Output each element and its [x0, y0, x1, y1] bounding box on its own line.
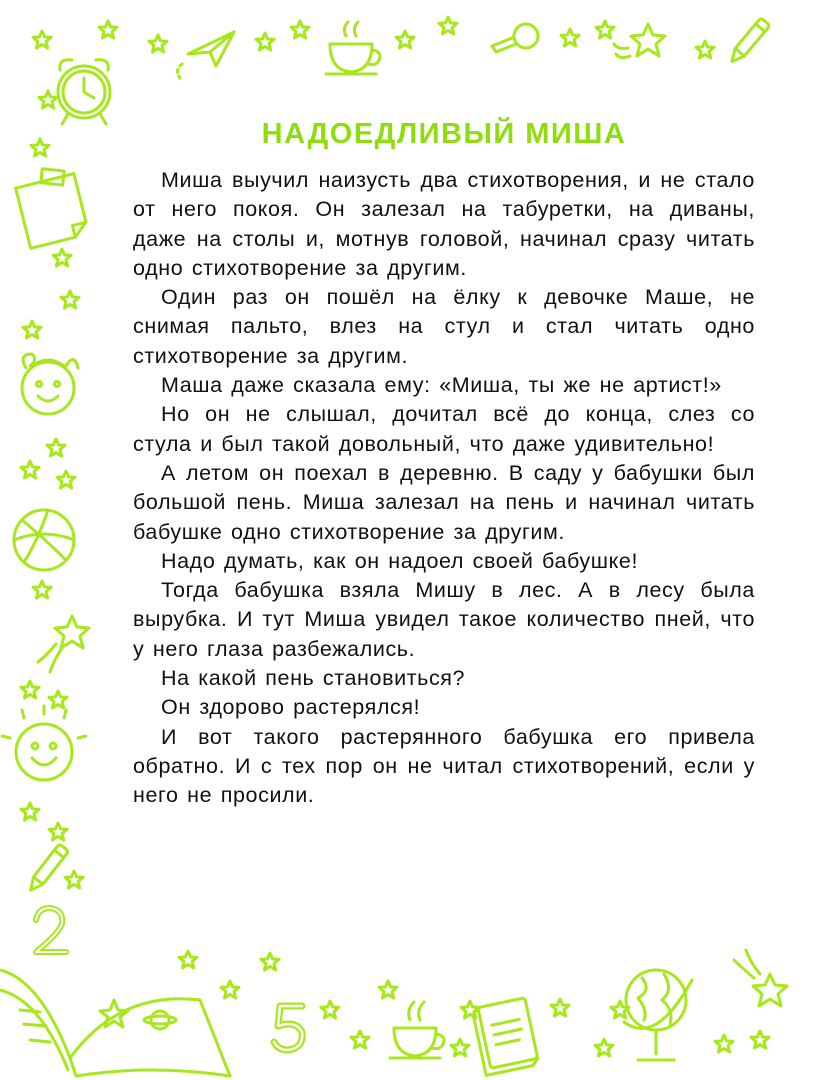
story-paragraph: Надо думать, как он надоел своей бабушке! — [161, 548, 639, 573]
smiley-face-icon — [2, 706, 86, 780]
shooting-star-icon — [614, 24, 665, 58]
story-paragraph: Тогда бабушка взяла Мишу в лес. А в лесу была вырубка. И тут Миша увидел такое количество пней, что у него глаза разбежались. — [133, 578, 755, 661]
number-two-icon — [36, 908, 66, 952]
story-paragraph: Маша даже сказала ему: «Миша, ты же не артист!» — [161, 373, 722, 398]
smiley-girl-icon — [22, 354, 78, 414]
story-title: НАДОЕДЛИВЫЙ МИША — [261, 118, 627, 150]
ball-icon — [14, 510, 74, 570]
notebook-icon — [472, 998, 539, 1076]
globe-icon — [624, 970, 692, 1060]
shooting-star-icon — [38, 616, 89, 672]
pen-icon — [727, 18, 770, 66]
story-paragraph: Но он не слышал, дочитал всё до конца, слез со стула и был такой довольный, что даже удивительно! — [133, 402, 755, 456]
number-five-icon — [274, 1006, 302, 1050]
sticky-note-icon — [13, 162, 89, 249]
teacup-icon — [326, 22, 380, 74]
shooting-star-icon — [734, 950, 787, 1006]
story-paragraph: Миша выучил наизусть два стихотворения, и не стало от него покоя. Он залезал на табуретки, на диваны, даже на столы и, мотнув головой, начинал сразу читать одно стихотворение за другим. — [133, 168, 755, 280]
open-book-icon — [0, 970, 230, 1076]
story-paragraph: На какой пень становиться? — [161, 666, 466, 691]
magnifier-icon — [492, 24, 538, 52]
story-paragraph: Один раз он пошёл на ёлку к девочке Маше, не снимая пальто, влез на стул и стал читать одно стихотворение за другим. — [133, 285, 755, 368]
pen-icon — [26, 844, 69, 894]
story-paragraph: А летом он поехал в деревню. В саду у бабушки был большой пень. Миша залезал на пень и начинал читать бабушке одно стихотворение за другим. — [133, 460, 755, 544]
story-paragraph: И вот такого растерянного бабушка его привела обратно. И с тех пор он не читал стихотворений, если у него не просили. — [133, 724, 755, 808]
story-page — [133, 112, 755, 811]
teacup-icon — [390, 1002, 444, 1058]
paper-plane-icon — [177, 32, 234, 78]
story-paragraph: Он здорово растерялся! — [161, 695, 421, 720]
alarm-clock-icon — [58, 60, 110, 124]
